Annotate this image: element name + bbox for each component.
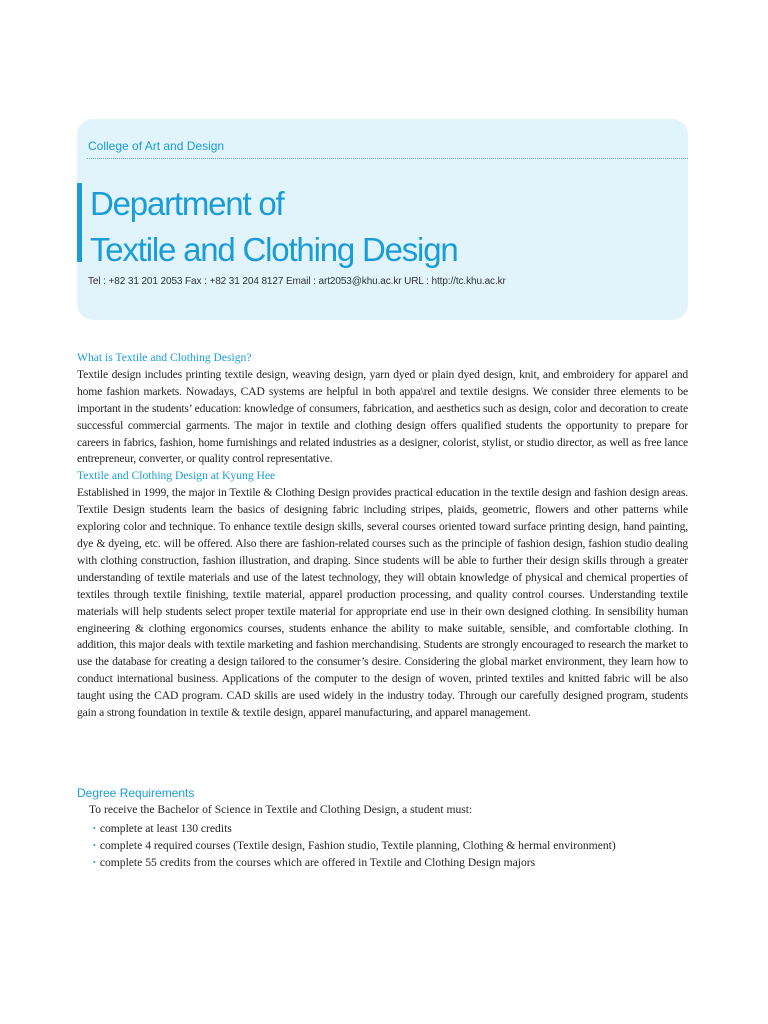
section-heading-what-is: What is Textile and Clothing Design? (77, 351, 252, 364)
section-body-at-kyung-hee: Established in 1999, the major in Textile & Clothing Design provides practical education in the textile design and fashion design areas. Textile Design students learn the basics of designing fabric including stripes, plaids, geometric, flowers and other patterns while exploring color and technique. To enhance textile design skills, several courses oriented toward surface printing design, hand painting, dye & dyeing, etc. will be offered. Also there are fashion-related courses such as the principle of fashion design, fashion studio dealing with clothing construction, fashion illustration, and draping. Since students will be able to further their design skills through a greater understanding of textile materials and use of the latest technology, they will obtain knowledge of physical and chemical properties of textiles through textile finishing, textile material, apparel production processing, and quality control courses. Understanding textile materials will help students select proper textile material for appropriate end use in their own designed clothing. In sensibility human engineering & clothing ergonomics courses, students enhance the ability to make suitable, sensible, and comfortable clothing. In addition, this major deals with textile marketing and fashion merchandising. Students are strongly encouraged to research the market to use the database for creating a design tailored to the consumer’s desire. Considering the global market environment, they learn how to conduct international business. Applications of the computer to the design of woven, printed textiles and knitted fabric will be also taught using the CAD program. CAD skills are used widely in the industry today. Through our carefully designed program, students gain a strong foundation in textile & textile design, apparel manufacturing, and apparel management. (77, 486, 688, 720)
requirement-text: complete at least 130 credits (99, 822, 232, 835)
section-body-what-is: Textile design includes printing textile design, weaving design, yarn dyed or plain dyed design, knit, and embroidery for apparel and home fashion markets. Nowadays, CAD systems are helpful in both appa\rel and textile designs. We consider three elements to be important in the students’ education: knowledge of consumers, fabrication, and aesthetics such as design, color and decoration to create successful commercial garments. The major in textile and clothing design offers qualified students the opportunity to prepare for careers in fabrics, fashion, home furnishings and related industries as a designer, colorist, stylist, or studio director, as well as free lance entrepreneur, converter, or quality control representative. (77, 367, 688, 466)
requirement-text: complete 55 credits from the courses which are offered in Textile and Clothing Design majors (99, 856, 536, 869)
main-content (77, 350, 688, 722)
college-name: College of Art and Design (88, 139, 225, 153)
list-item (93, 837, 616, 854)
department-title-line1: Department of (90, 185, 284, 222)
list-item (93, 820, 616, 837)
bullet-icon: • (93, 841, 96, 850)
contact-info: Tel : +82 31 201 2053 Fax : +82 31 204 8127 Email : art2053@khu.ac.kr URL : http://tc.khu.ac.kr (88, 276, 506, 287)
requirements-list (93, 820, 616, 871)
title-accent-bar (77, 183, 82, 262)
bullet-icon: • (93, 858, 96, 867)
requirement-text: complete 4 required courses (Textile design, Fashion studio, Textile planning, Clothing & hermal environment) (99, 839, 616, 852)
degree-requirements-heading: Degree Requirements (77, 786, 195, 800)
department-title (90, 181, 458, 273)
bullet-icon: • (93, 824, 96, 833)
list-item (93, 854, 616, 871)
section-heading-at-kyung-hee: Textile and Clothing Design at Kyung Hee (77, 469, 276, 483)
header-card (77, 119, 688, 320)
degree-requirements-intro: To receive the Bachelor of Science in Textile and Clothing Design, a student must: (89, 803, 473, 816)
department-title-line2: Textile and Clothing Design (90, 231, 458, 268)
dotted-divider (87, 158, 688, 159)
